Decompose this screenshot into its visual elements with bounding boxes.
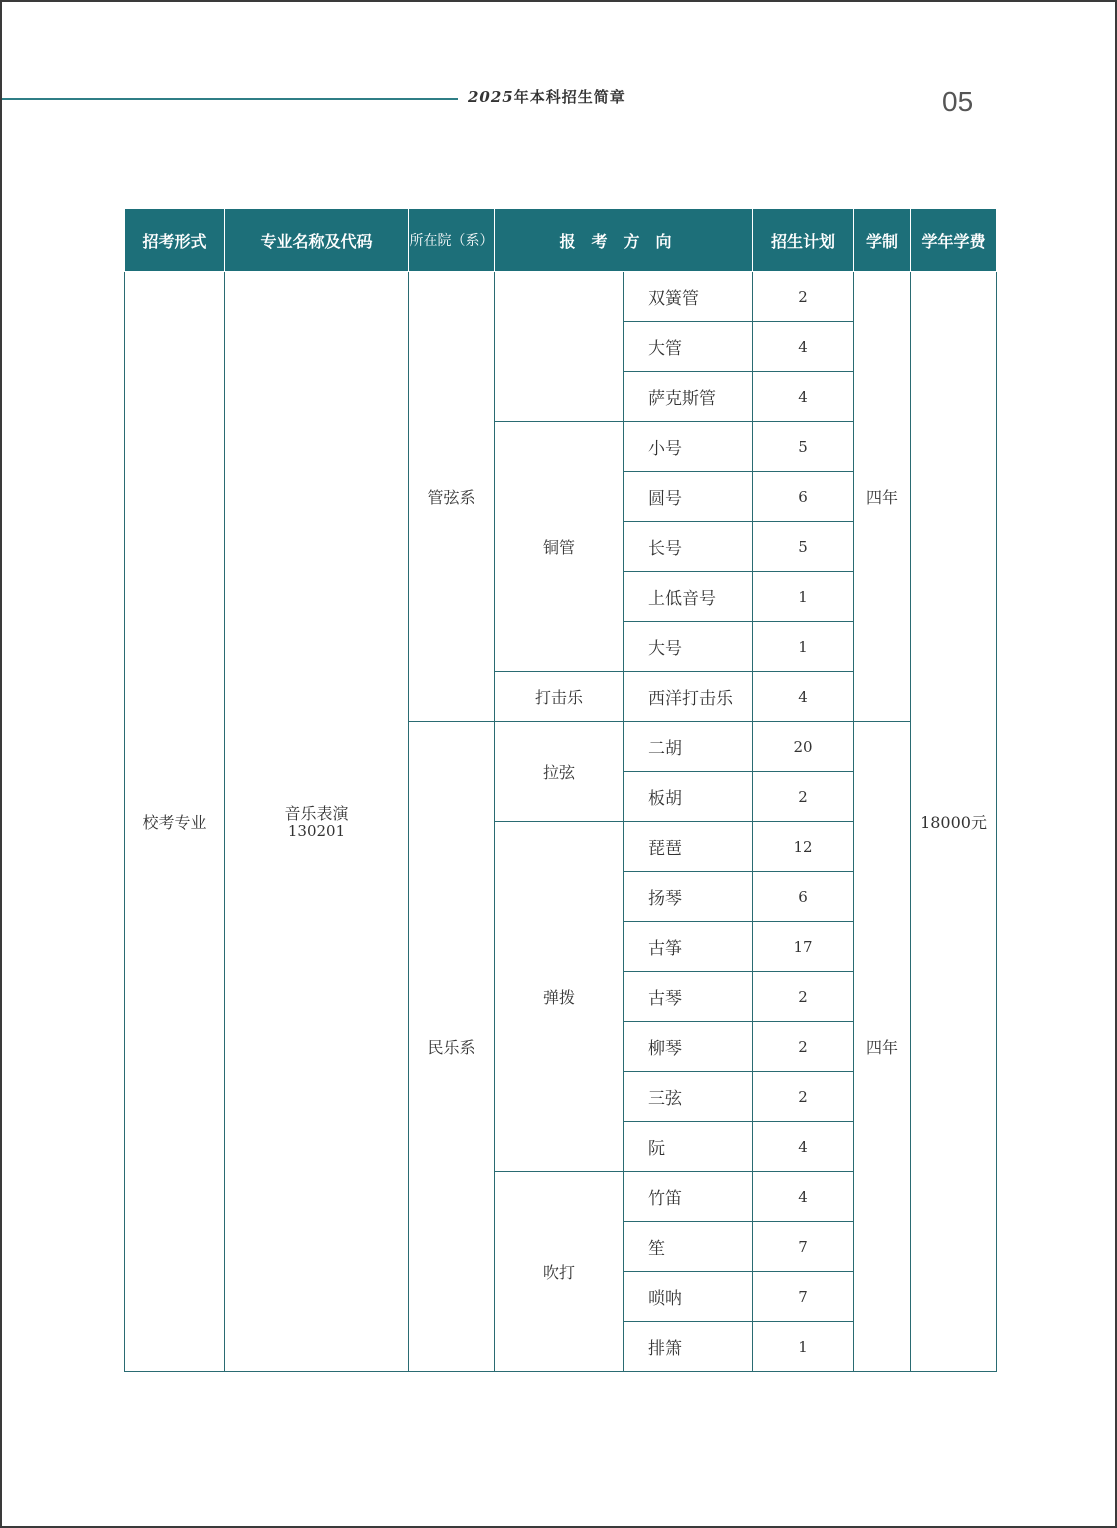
quota-cell: 5 <box>753 422 854 472</box>
instrument-cell: 竹笛 <box>624 1172 753 1222</box>
header-duration: 学制 <box>854 209 911 272</box>
department-cell: 民乐系 <box>409 722 495 1372</box>
quota-cell: 4 <box>753 372 854 422</box>
instrument-cell: 长号 <box>624 522 753 572</box>
form-cell: 校考专业 <box>125 272 225 1372</box>
instrument-cell: 双簧管 <box>624 272 753 322</box>
quota-cell: 7 <box>753 1272 854 1322</box>
quota-cell: 1 <box>753 1322 854 1372</box>
quota-cell: 4 <box>753 1172 854 1222</box>
instrument-cell: 萨克斯管 <box>624 372 753 422</box>
quota-cell: 5 <box>753 522 854 572</box>
header-direction: 报考方向 <box>495 209 753 272</box>
table-header-row <box>125 209 997 272</box>
header-form: 招考形式 <box>125 209 225 272</box>
instrument-cell: 排箫 <box>624 1322 753 1372</box>
quota-cell: 4 <box>753 672 854 722</box>
instrument-cell: 大管 <box>624 322 753 372</box>
duration-cell: 四年 <box>854 722 911 1372</box>
instrument-cell: 古筝 <box>624 922 753 972</box>
tuition-cell: 18000元 <box>911 272 997 1372</box>
department-cell: 管弦系 <box>409 272 495 722</box>
group-cell: 打击乐 <box>495 672 624 722</box>
brochure-title <box>468 86 626 107</box>
quota-cell: 2 <box>753 272 854 322</box>
quota-cell: 6 <box>753 872 854 922</box>
page-number: 05 <box>942 86 974 117</box>
quota-cell: 20 <box>753 722 854 772</box>
instrument-cell: 二胡 <box>624 722 753 772</box>
group-cell: 铜管 <box>495 422 624 672</box>
quota-cell: 12 <box>753 822 854 872</box>
group-cell-blank <box>495 272 624 422</box>
quota-cell: 17 <box>753 922 854 972</box>
header-department: 所在院（系） <box>409 209 495 272</box>
quota-cell: 4 <box>753 1122 854 1172</box>
quota-cell: 1 <box>753 622 854 672</box>
header-rule <box>2 98 458 100</box>
quota-cell: 6 <box>753 472 854 522</box>
quota-cell: 7 <box>753 1222 854 1272</box>
instrument-cell: 上低音号 <box>624 572 753 622</box>
group-cell: 拉弦 <box>495 722 624 822</box>
instrument-cell: 笙 <box>624 1222 753 1272</box>
instrument-cell: 扬琴 <box>624 872 753 922</box>
instrument-cell: 小号 <box>624 422 753 472</box>
brochure-title-text: 年本科招生简章 <box>513 88 626 106</box>
instrument-cell: 圆号 <box>624 472 753 522</box>
table-row <box>125 272 997 322</box>
major-cell <box>225 272 409 1372</box>
instrument-cell: 三弦 <box>624 1072 753 1122</box>
quota-cell: 4 <box>753 322 854 372</box>
header-quota: 招生计划 <box>753 209 854 272</box>
header-major: 专业名称及代码 <box>225 209 409 272</box>
major-name: 音乐表演 <box>284 803 349 823</box>
instrument-cell: 阮 <box>624 1122 753 1172</box>
instrument-cell: 板胡 <box>624 772 753 822</box>
quota-cell: 2 <box>753 1072 854 1122</box>
group-cell: 吹打 <box>495 1172 624 1372</box>
duration-cell: 四年 <box>854 272 911 722</box>
instrument-cell: 唢呐 <box>624 1272 753 1322</box>
instrument-cell: 琵琶 <box>624 822 753 872</box>
group-cell: 弹拨 <box>495 822 624 1172</box>
quota-cell: 2 <box>753 772 854 822</box>
header-tuition: 学年学费 <box>911 209 997 272</box>
instrument-cell: 大号 <box>624 622 753 672</box>
quota-cell: 2 <box>753 1022 854 1072</box>
enrollment-plan-table <box>124 208 997 1372</box>
quota-cell: 1 <box>753 572 854 622</box>
quota-cell: 2 <box>753 972 854 1022</box>
instrument-cell: 古琴 <box>624 972 753 1022</box>
major-code: 130201 <box>287 821 346 840</box>
brochure-year: 2025 <box>468 88 514 106</box>
instrument-cell: 西洋打击乐 <box>624 672 753 722</box>
instrument-cell: 柳琴 <box>624 1022 753 1072</box>
